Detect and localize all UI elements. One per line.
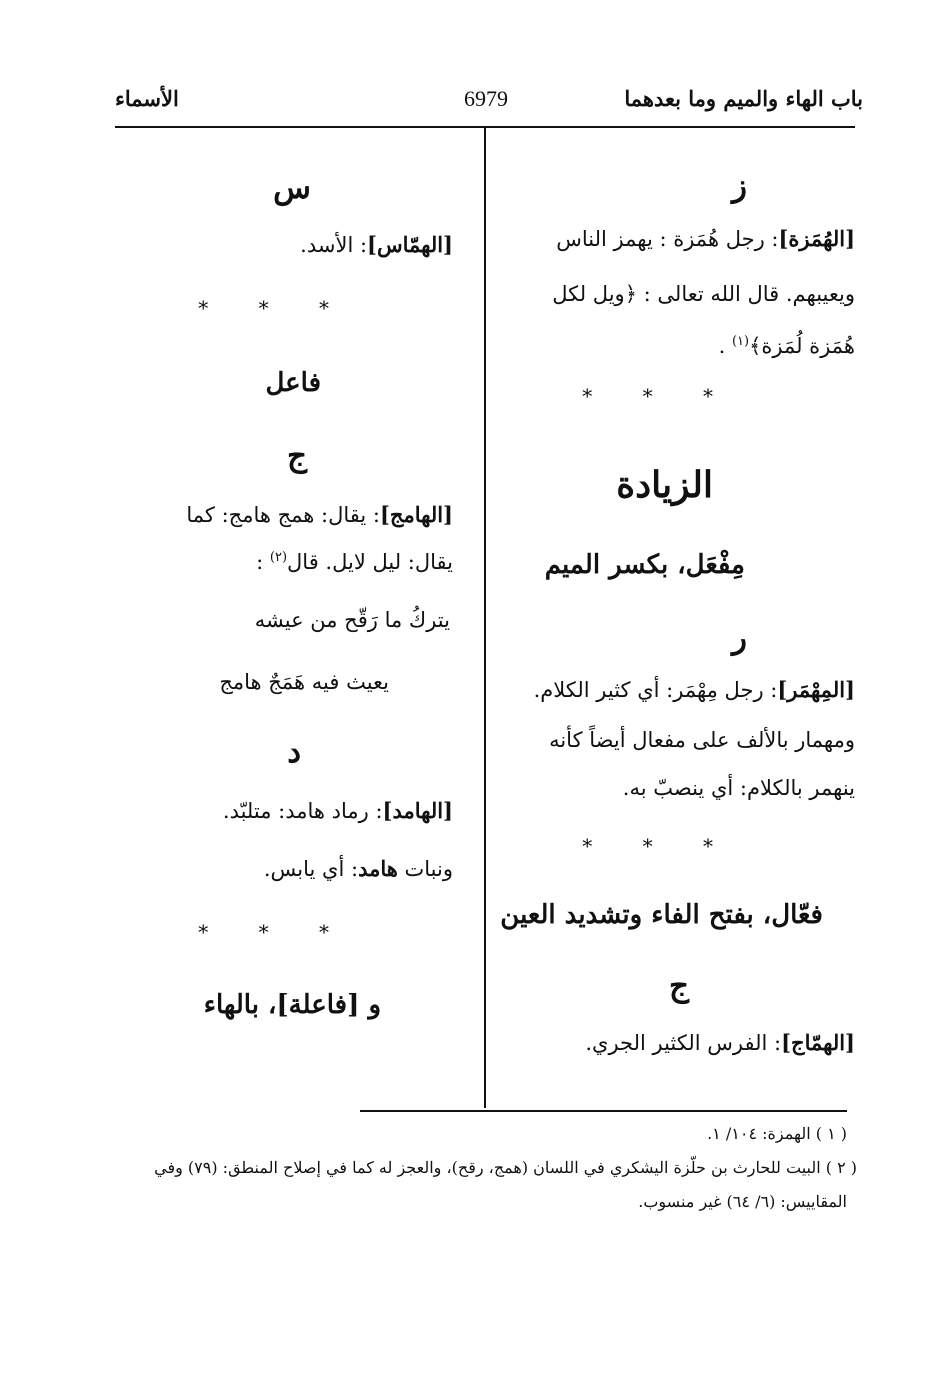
separator-stars: * * * bbox=[198, 296, 351, 320]
section-heading-faal: فعّال، بفتح الفاء وتشديد العين bbox=[500, 900, 823, 930]
letter-heading-j: ج bbox=[668, 968, 689, 1004]
entry-hammaj: [الهمّاج]: الفرس الكثير الجري. bbox=[585, 1030, 855, 1055]
footnote-2-line1: ( ٢ ) البيت للحارث بن حلّزة اليشكري في اللسان (همج، رقح)، والعجز له كما في إصلاح المنطق: (٧٩) وفي bbox=[154, 1158, 857, 1177]
separator-stars: * * * bbox=[198, 920, 351, 944]
entry-humaza-line3: هُمَزة لُمَزة﴾$^{(١)}$ . bbox=[718, 334, 855, 358]
letter-heading-j: ج bbox=[286, 438, 307, 474]
page-number: 6979 bbox=[464, 86, 508, 111]
footnote-ref[interactable]: (٢) bbox=[269, 550, 288, 565]
section-heading-fail: فاعل bbox=[265, 368, 321, 398]
footnote-2-line2: المقاييس: (٦/ ٦٤) غير منسوب. bbox=[638, 1192, 847, 1211]
entry-term: [الهمّاس] bbox=[367, 232, 453, 257]
letter-heading-r: ر bbox=[732, 620, 747, 656]
section-title: الأسماء bbox=[115, 86, 179, 111]
entry-hamid: [الهامد]: رماد هامد: متلبّد. bbox=[222, 798, 453, 823]
entry-hamij-line1: [الهامج]: يقال: همج هامج: كما bbox=[186, 502, 453, 527]
section-heading-ziyada: الزيادة bbox=[616, 464, 713, 506]
entry-term: [الهمّاج] bbox=[781, 1030, 855, 1055]
letter-heading-s: س bbox=[273, 170, 311, 206]
separator-stars: * * * bbox=[582, 384, 735, 408]
entry-mihmar-line2: ومهمار بالألف على مفعال أيضاً كأنه bbox=[549, 728, 855, 752]
entry-term: [الهُمَزة] bbox=[778, 226, 855, 251]
entry-term: [الهامد] bbox=[382, 798, 453, 823]
chapter-title: باب الهاء والميم وما بعدهما bbox=[624, 86, 863, 111]
entry-mihmar-line1: [المِهْمَر]: رجل مِهْمَر: أي كثير الكلام. bbox=[533, 677, 855, 702]
entry-hamij-line2: يقال: ليل لايل. قال$^{(٢)}$ : bbox=[256, 550, 453, 574]
entry-nabat: ونبات هامد: أي يابس. bbox=[263, 856, 453, 881]
column-divider bbox=[484, 128, 486, 1108]
entry-term: [الهامج] bbox=[380, 502, 453, 527]
separator-stars: * * * bbox=[582, 834, 735, 858]
entry-humaza-line1: [الهُمَزة]: رجل هُمَزة : يهمز الناس bbox=[556, 226, 855, 251]
verse-line2: يعيث فيه هَمَجٌ هامج bbox=[219, 670, 389, 694]
footnote-ref[interactable]: (١) bbox=[731, 334, 750, 349]
footnote-1: ( ١ ) الهمزة: ١٠٤/ ١. bbox=[707, 1124, 847, 1143]
footnote-rule bbox=[360, 1110, 847, 1112]
entry-humaza-line2: ويعيبهم. قال الله تعالى : ﴿ويل لكل bbox=[552, 282, 855, 306]
entry-term: [المِهْمَر] bbox=[777, 677, 855, 702]
section-heading-mifal: مِفْعَل، بكسر الميم bbox=[544, 550, 745, 580]
verse-line1: يتركُ ما رَقّح من عيشه bbox=[254, 608, 450, 632]
entry-term: هامد bbox=[358, 856, 398, 881]
section-heading-failah: و [فاعلة]، بالهاء bbox=[203, 990, 381, 1020]
entry-mihmar-line3: ينهمر بالكلام: أي ينصبّ به. bbox=[622, 776, 855, 800]
letter-heading-z: ز bbox=[732, 168, 747, 204]
entry-hammas: [الهمّاس]: الأسد. bbox=[300, 232, 453, 257]
letter-heading-d: د bbox=[287, 734, 301, 770]
